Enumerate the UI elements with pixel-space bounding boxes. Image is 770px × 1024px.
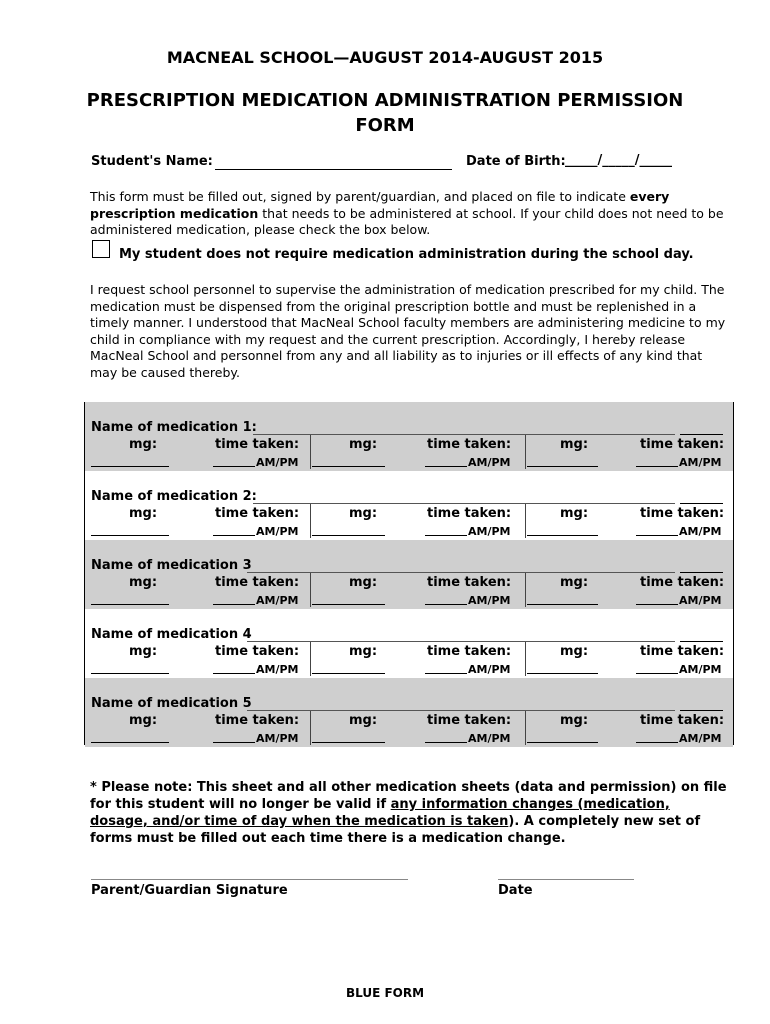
mg-field[interactable]: [527, 673, 598, 674]
am-pm-label: AM/PM: [468, 663, 511, 676]
school-heading: MACNEAL SCHOOL—AUGUST 2014-AUGUST 2015: [166, 48, 604, 67]
student-name-field[interactable]: [215, 169, 452, 170]
mg-label: mg:: [560, 713, 589, 728]
signature-date-field[interactable]: [498, 879, 634, 880]
medication-name-field[interactable]: [247, 710, 675, 711]
mg-field[interactable]: [312, 673, 385, 674]
mg-label: mg:: [560, 644, 589, 659]
mg-label: mg:: [129, 713, 158, 728]
time-field[interactable]: [213, 673, 255, 674]
column-divider: [525, 435, 526, 469]
time-field[interactable]: [636, 535, 678, 536]
am-pm-label: AM/PM: [256, 525, 299, 538]
column-divider: [310, 573, 311, 607]
column-divider: [310, 435, 311, 469]
mg-field[interactable]: [312, 604, 385, 605]
am-pm-label: AM/PM: [679, 594, 722, 607]
intro-text-bold: every prescription medication: [90, 189, 670, 221]
time-field[interactable]: [425, 673, 467, 674]
parent-signature-label: Parent/Guardian Signature: [91, 883, 288, 898]
time-taken-label: time taken:: [640, 437, 725, 452]
no-medication-checkbox[interactable]: [92, 240, 110, 258]
mg-field[interactable]: [527, 535, 598, 536]
medication-name-label: Name of medication 2:: [91, 489, 257, 504]
am-pm-label: AM/PM: [256, 732, 299, 745]
medication-name-label: Name of medication 5: [91, 696, 252, 711]
time-field[interactable]: [636, 673, 678, 674]
column-divider: [525, 711, 526, 745]
mg-label: mg:: [129, 437, 158, 452]
column-divider: [310, 711, 311, 745]
medication-name-field-end[interactable]: [680, 434, 723, 435]
medication-row: [85, 678, 733, 747]
mg-label: mg:: [129, 575, 158, 590]
form-color-footer: BLUE FORM: [345, 986, 425, 1000]
am-pm-label: AM/PM: [679, 456, 722, 469]
time-taken-label: time taken:: [640, 506, 725, 521]
note-text-2: ). A completely new set of forms must be filled out each time there is a medication change.: [90, 814, 701, 846]
time-taken-label: time taken:: [215, 644, 300, 659]
time-field[interactable]: [213, 604, 255, 605]
am-pm-label: AM/PM: [256, 456, 299, 469]
medication-name-field-end[interactable]: [680, 710, 723, 711]
signature-date-label: Date: [498, 883, 533, 898]
time-field[interactable]: [425, 466, 467, 467]
am-pm-label: AM/PM: [468, 732, 511, 745]
medication-name-field[interactable]: [253, 503, 675, 504]
am-pm-label: AM/PM: [679, 732, 722, 745]
medication-name-field[interactable]: [247, 572, 675, 573]
intro-text-2: that needs to be administered at school. If your child does not need to be administered medication, please check the box below.: [90, 205, 724, 237]
medication-name-label: Name of medication 4: [91, 627, 252, 642]
am-pm-label: AM/PM: [256, 663, 299, 676]
medication-name-field-end[interactable]: [680, 641, 723, 642]
medication-name-field[interactable]: [247, 641, 675, 642]
time-field[interactable]: [425, 742, 467, 743]
am-pm-label: AM/PM: [679, 525, 722, 538]
am-pm-label: AM/PM: [679, 663, 722, 676]
medication-row: [85, 402, 733, 471]
time-field[interactable]: [213, 535, 255, 536]
column-divider: [310, 642, 311, 676]
time-field[interactable]: [213, 466, 255, 467]
mg-label: mg:: [129, 644, 158, 659]
time-taken-label: time taken:: [640, 644, 725, 659]
mg-label: mg:: [349, 713, 378, 728]
mg-field[interactable]: [91, 673, 169, 674]
medication-name-field-end[interactable]: [680, 503, 723, 504]
time-field[interactable]: [425, 604, 467, 605]
medication-row: [85, 471, 733, 540]
column-divider: [525, 642, 526, 676]
intro-paragraph: [90, 189, 730, 239]
intro-text-1: This form must be filled out, signed by parent/guardian, and placed on file to indicate: [90, 189, 630, 204]
mg-label: mg:: [349, 575, 378, 590]
medication-row: [85, 609, 733, 678]
mg-label: mg:: [349, 437, 378, 452]
time-taken-label: time taken:: [215, 506, 300, 521]
parent-signature-field[interactable]: [91, 879, 408, 880]
mg-label: mg:: [349, 506, 378, 521]
mg-label: mg:: [560, 575, 589, 590]
mg-label: mg:: [129, 506, 158, 521]
time-taken-label: time taken:: [427, 575, 512, 590]
am-pm-label: AM/PM: [468, 456, 511, 469]
mg-label: mg:: [349, 644, 378, 659]
note-text-1: * Please note: This sheet and all other medication sheets (data and permission) on file for this student will no longer be valid if: [90, 780, 727, 812]
time-taken-label: time taken:: [427, 644, 512, 659]
form-title: PRESCRIPTION MEDICATION ADMINISTRATION PERMISSION FORM: [86, 90, 684, 136]
time-taken-label: time taken:: [640, 713, 725, 728]
mg-field[interactable]: [527, 742, 598, 743]
time-taken-label: time taken:: [640, 575, 725, 590]
time-field[interactable]: [636, 742, 678, 743]
medication-table: [84, 402, 734, 745]
time-taken-label: time taken:: [427, 437, 512, 452]
mg-field[interactable]: [91, 535, 169, 536]
column-divider: [525, 504, 526, 538]
dob-label: Date of Birth:: [466, 154, 566, 169]
mg-field[interactable]: [312, 466, 385, 467]
mg-field[interactable]: [91, 604, 169, 605]
am-pm-label: AM/PM: [256, 594, 299, 607]
time-taken-label: time taken:: [215, 713, 300, 728]
medication-name-field-end[interactable]: [680, 572, 723, 573]
mg-field[interactable]: [91, 466, 169, 467]
am-pm-label: AM/PM: [468, 594, 511, 607]
mg-field[interactable]: [312, 742, 385, 743]
column-divider: [310, 504, 311, 538]
validity-note: [90, 779, 730, 847]
time-taken-label: time taken:: [427, 713, 512, 728]
time-taken-label: time taken:: [215, 437, 300, 452]
dob-field[interactable]: _____/_____/_____: [565, 153, 672, 168]
time-field[interactable]: [425, 535, 467, 536]
am-pm-label: AM/PM: [468, 525, 511, 538]
mg-field[interactable]: [527, 604, 598, 605]
medication-row: [85, 540, 733, 609]
mg-field[interactable]: [91, 742, 169, 743]
student-name-label: Student's Name:: [91, 154, 213, 169]
mg-label: mg:: [560, 437, 589, 452]
time-field[interactable]: [636, 604, 678, 605]
time-field[interactable]: [213, 742, 255, 743]
note-underlined: any information changes (medication, dosage, and/or time of day when the medication is taken: [90, 797, 670, 829]
time-taken-label: time taken:: [215, 575, 300, 590]
mg-field[interactable]: [527, 466, 598, 467]
mg-label: mg:: [560, 506, 589, 521]
mg-field[interactable]: [312, 535, 385, 536]
medication-name-label: Name of medication 1:: [91, 420, 257, 435]
time-field[interactable]: [636, 466, 678, 467]
medication-name-label: Name of medication 3: [91, 558, 252, 573]
medication-name-field[interactable]: [253, 434, 675, 435]
request-paragraph: I request school personnel to supervise the administration of medication prescribed for my child. The medication must be dispensed from the original prescription bottle and must be replenished in a timely manner. I understood that MacNeal School faculty members are administering medicine to my child in compliance with my request and the current prescription. Accordingly, I hereby release MacNeal School and personnel from any and all liability as to injuries or ill effects of any kind that may be caused thereby.: [90, 282, 726, 380]
no-medication-label: My student does not require medication administration during the school day.: [119, 247, 694, 262]
column-divider: [525, 573, 526, 607]
time-taken-label: time taken:: [427, 506, 512, 521]
